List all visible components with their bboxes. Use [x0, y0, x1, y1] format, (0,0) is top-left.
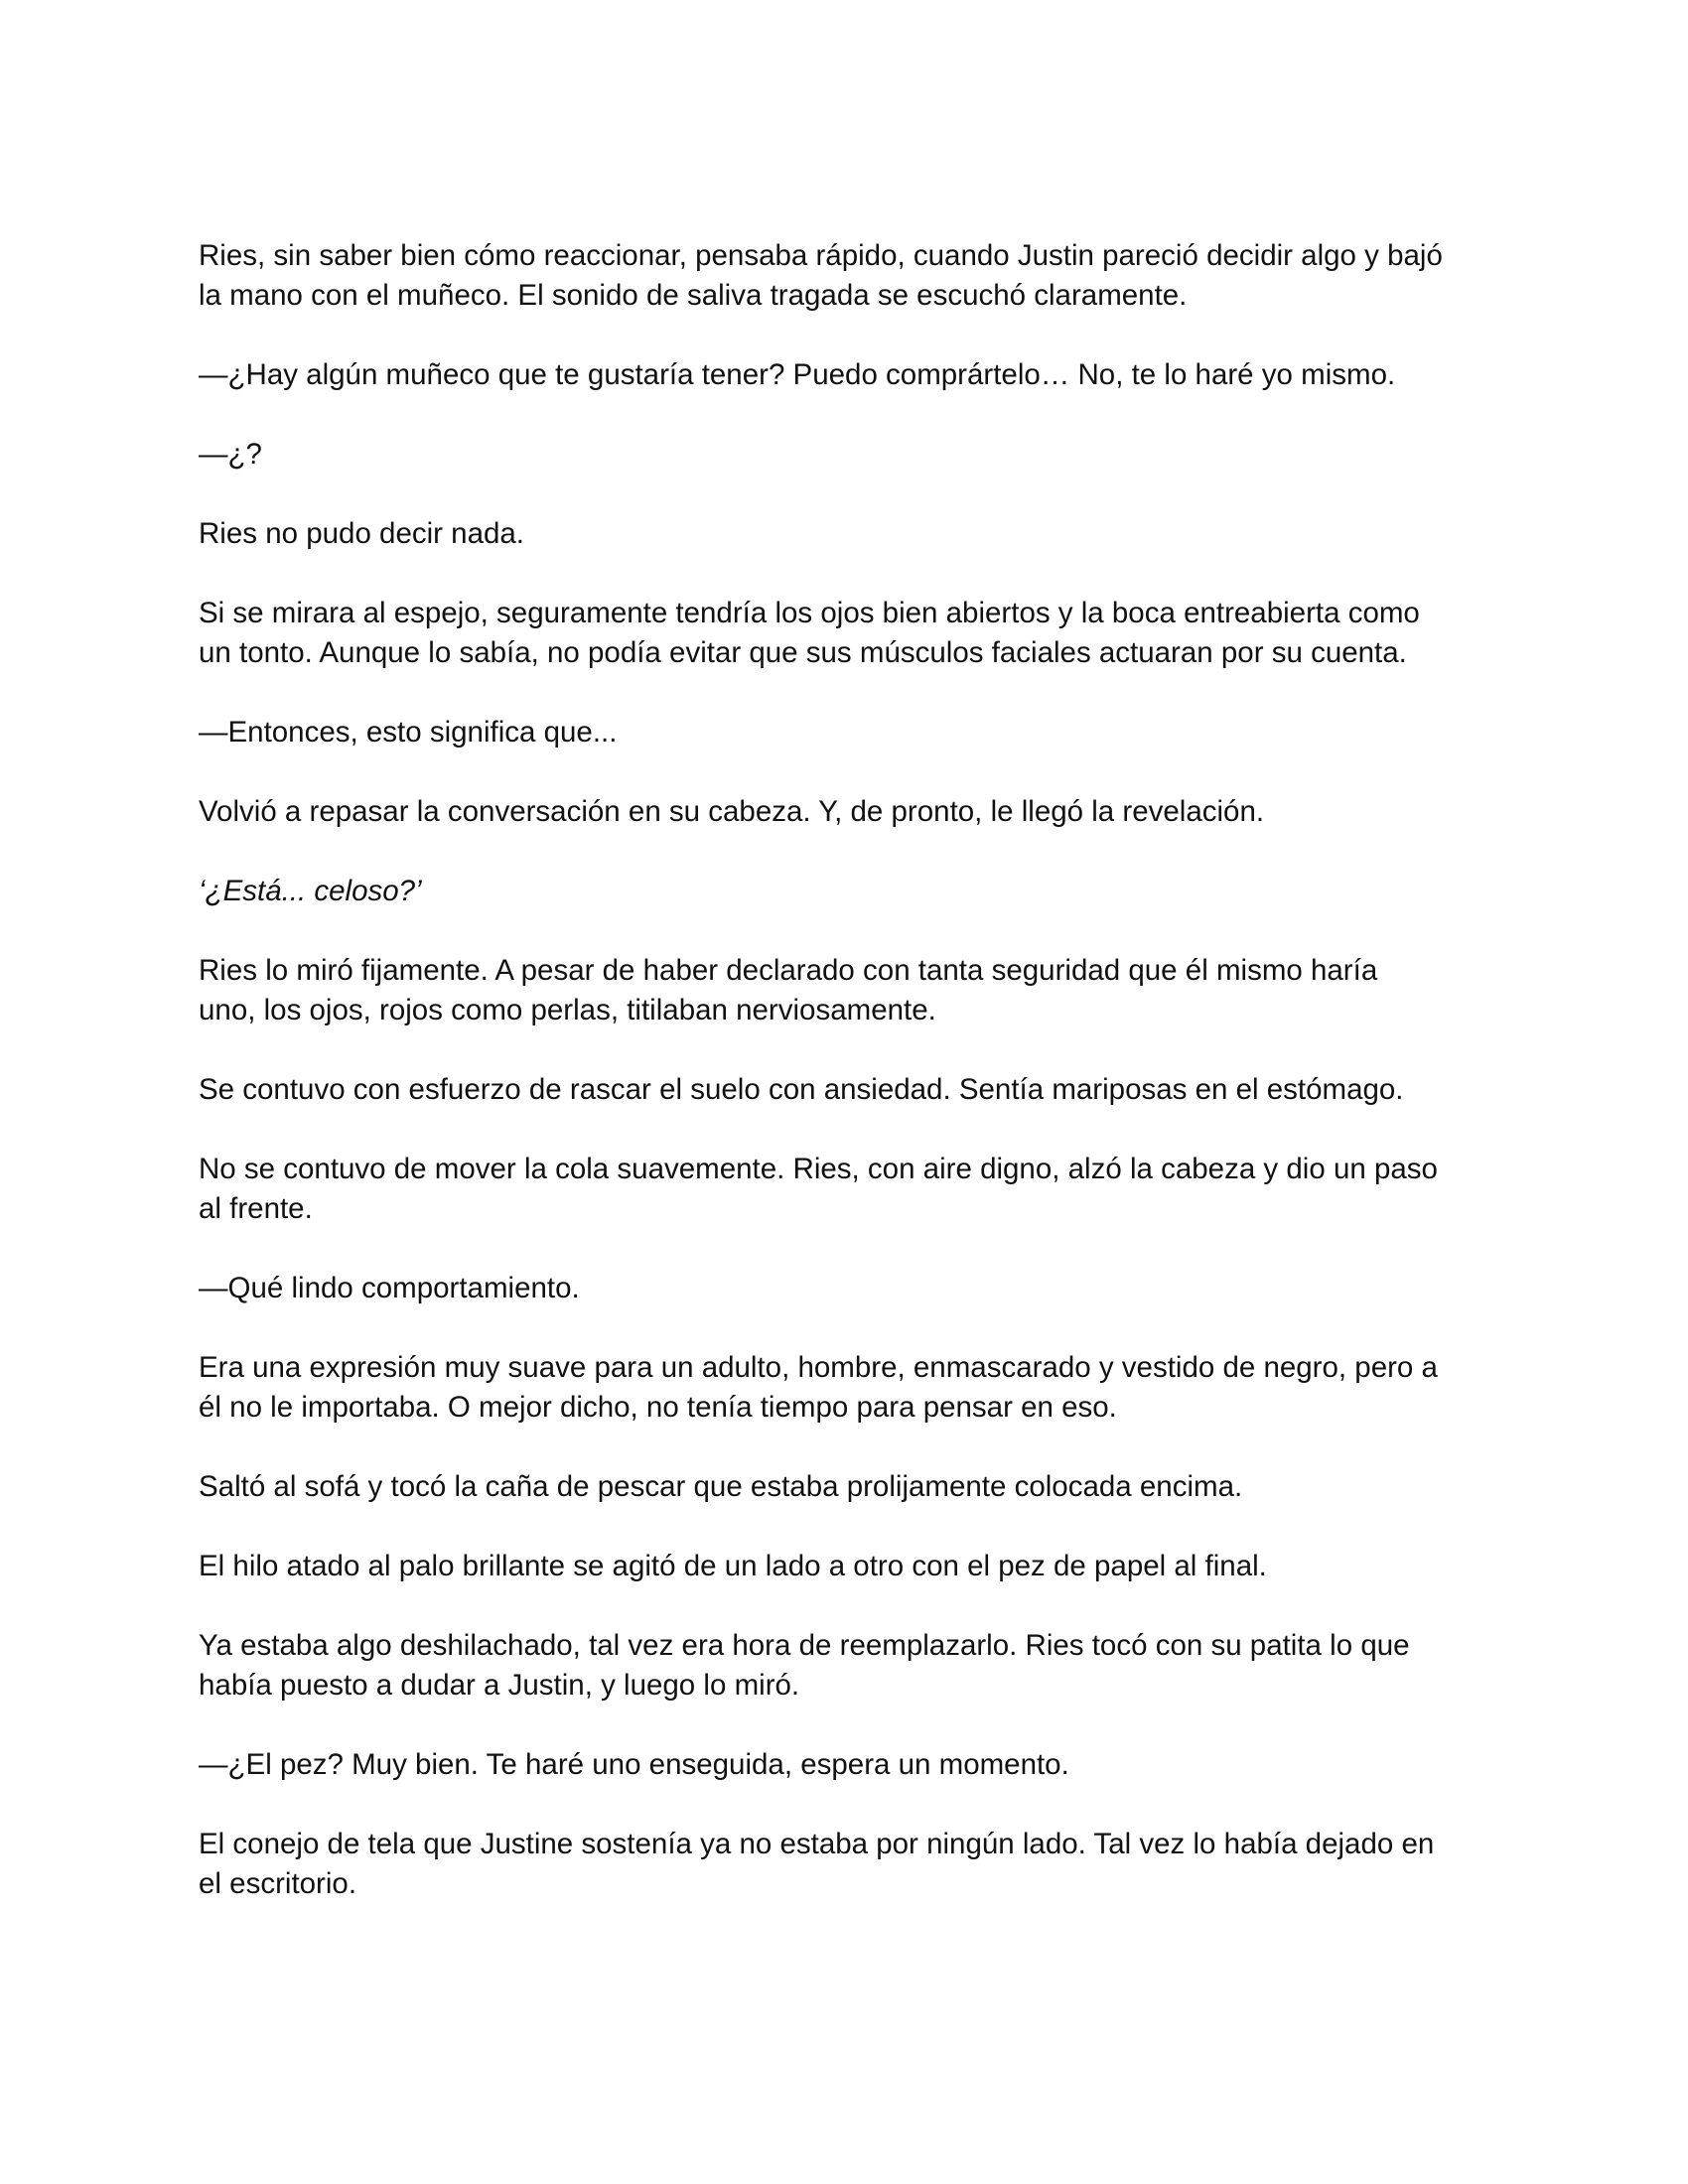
text-line: Ries lo miró fijamente. A pesar de haber declarado con tanta seguridad que él mismo haría — [199, 954, 1378, 987]
text-line: el escritorio. — [199, 1867, 357, 1900]
paragraph — [199, 1626, 1499, 1706]
text-line: —¿Hay algún muñeco que te gustaría tener? Puedo comprártelo… No, te lo haré yo mismo. — [199, 358, 1396, 391]
text-line: Era una expresión muy suave para un adulto, hombre, enmascarado y vestido de negro, pero a — [199, 1351, 1438, 1384]
dialogue-paragraph — [199, 435, 1499, 475]
paragraph — [199, 1825, 1499, 1904]
text-line: había puesto a dudar a Justin, y luego lo miró. — [199, 1669, 800, 1702]
document-page — [199, 236, 1499, 1944]
paragraph — [199, 1467, 1499, 1507]
text-line: No se contuvo de mover la cola suavemente. Ries, con aire digno, alzó la cabeza y dio un paso — [199, 1153, 1438, 1185]
paragraph — [199, 792, 1499, 832]
text-line: Se contuvo con esfuerzo de rascar el suelo con ansiedad. Sentía mariposas en el estómago. — [199, 1073, 1404, 1106]
text-line: —Qué lindo comportamiento. — [199, 1272, 580, 1304]
text-line: al frente. — [199, 1192, 313, 1225]
text-line: uno, los ojos, rojos como perlas, titilaban nerviosamente. — [199, 994, 936, 1026]
text-line: ‘¿Está... celoso?’ — [199, 875, 422, 907]
paragraph — [199, 1547, 1499, 1586]
text-line: —Entonces, esto significa que... — [199, 716, 618, 749]
text-line: Ries no pudo decir nada. — [199, 517, 525, 550]
text-line: Ries, sin saber bien cómo reaccionar, pensaba rápido, cuando Justin pareció decidir algo y bajó — [199, 239, 1443, 272]
text-line: Saltó al sofá y tocó la caña de pescar que estaba prolijamente colocada encima. — [199, 1470, 1243, 1503]
dialogue-paragraph — [199, 713, 1499, 752]
paragraph — [199, 594, 1499, 673]
paragraph — [199, 1070, 1499, 1110]
paragraph — [199, 1348, 1499, 1428]
dialogue-paragraph — [199, 355, 1499, 395]
text-line: El hilo atado al palo brillante se agitó de un lado a otro con el pez de papel al final. — [199, 1550, 1267, 1582]
dialogue-paragraph — [199, 1269, 1499, 1308]
text-line: Si se mirara al espejo, seguramente tendría los ojos bien abiertos y la boca entreabierta como — [199, 597, 1420, 629]
paragraph — [199, 236, 1499, 316]
thought-paragraph — [199, 872, 1499, 911]
paragraph — [199, 951, 1499, 1030]
dialogue-paragraph — [199, 1745, 1499, 1785]
paragraph — [199, 1150, 1499, 1229]
paragraph — [199, 514, 1499, 554]
text-line: —¿? — [199, 438, 262, 471]
text-line: —¿El pez? Muy bien. Te haré uno enseguida, espera un momento. — [199, 1748, 1069, 1781]
text-line: él no le importaba. O mejor dicho, no tenía tiempo para pensar en eso. — [199, 1391, 1117, 1424]
text-line: El conejo de tela que Justine sostenía ya no estaba por ningún lado. Tal vez lo había dejado en — [199, 1828, 1435, 1860]
text-line: un tonto. Aunque lo sabía, no podía evitar que sus músculos faciales actuaran por su cuenta. — [199, 636, 1407, 669]
text-line: Ya estaba algo deshilachado, tal vez era hora de reemplazarlo. Ries tocó con su patita lo que — [199, 1629, 1410, 1662]
text-line: Volvió a repasar la conversación en su cabeza. Y, de pronto, le llegó la revelación. — [199, 795, 1265, 828]
text-line: la mano con el muñeco. El sonido de saliva tragada se escuchó claramente. — [199, 279, 1188, 312]
